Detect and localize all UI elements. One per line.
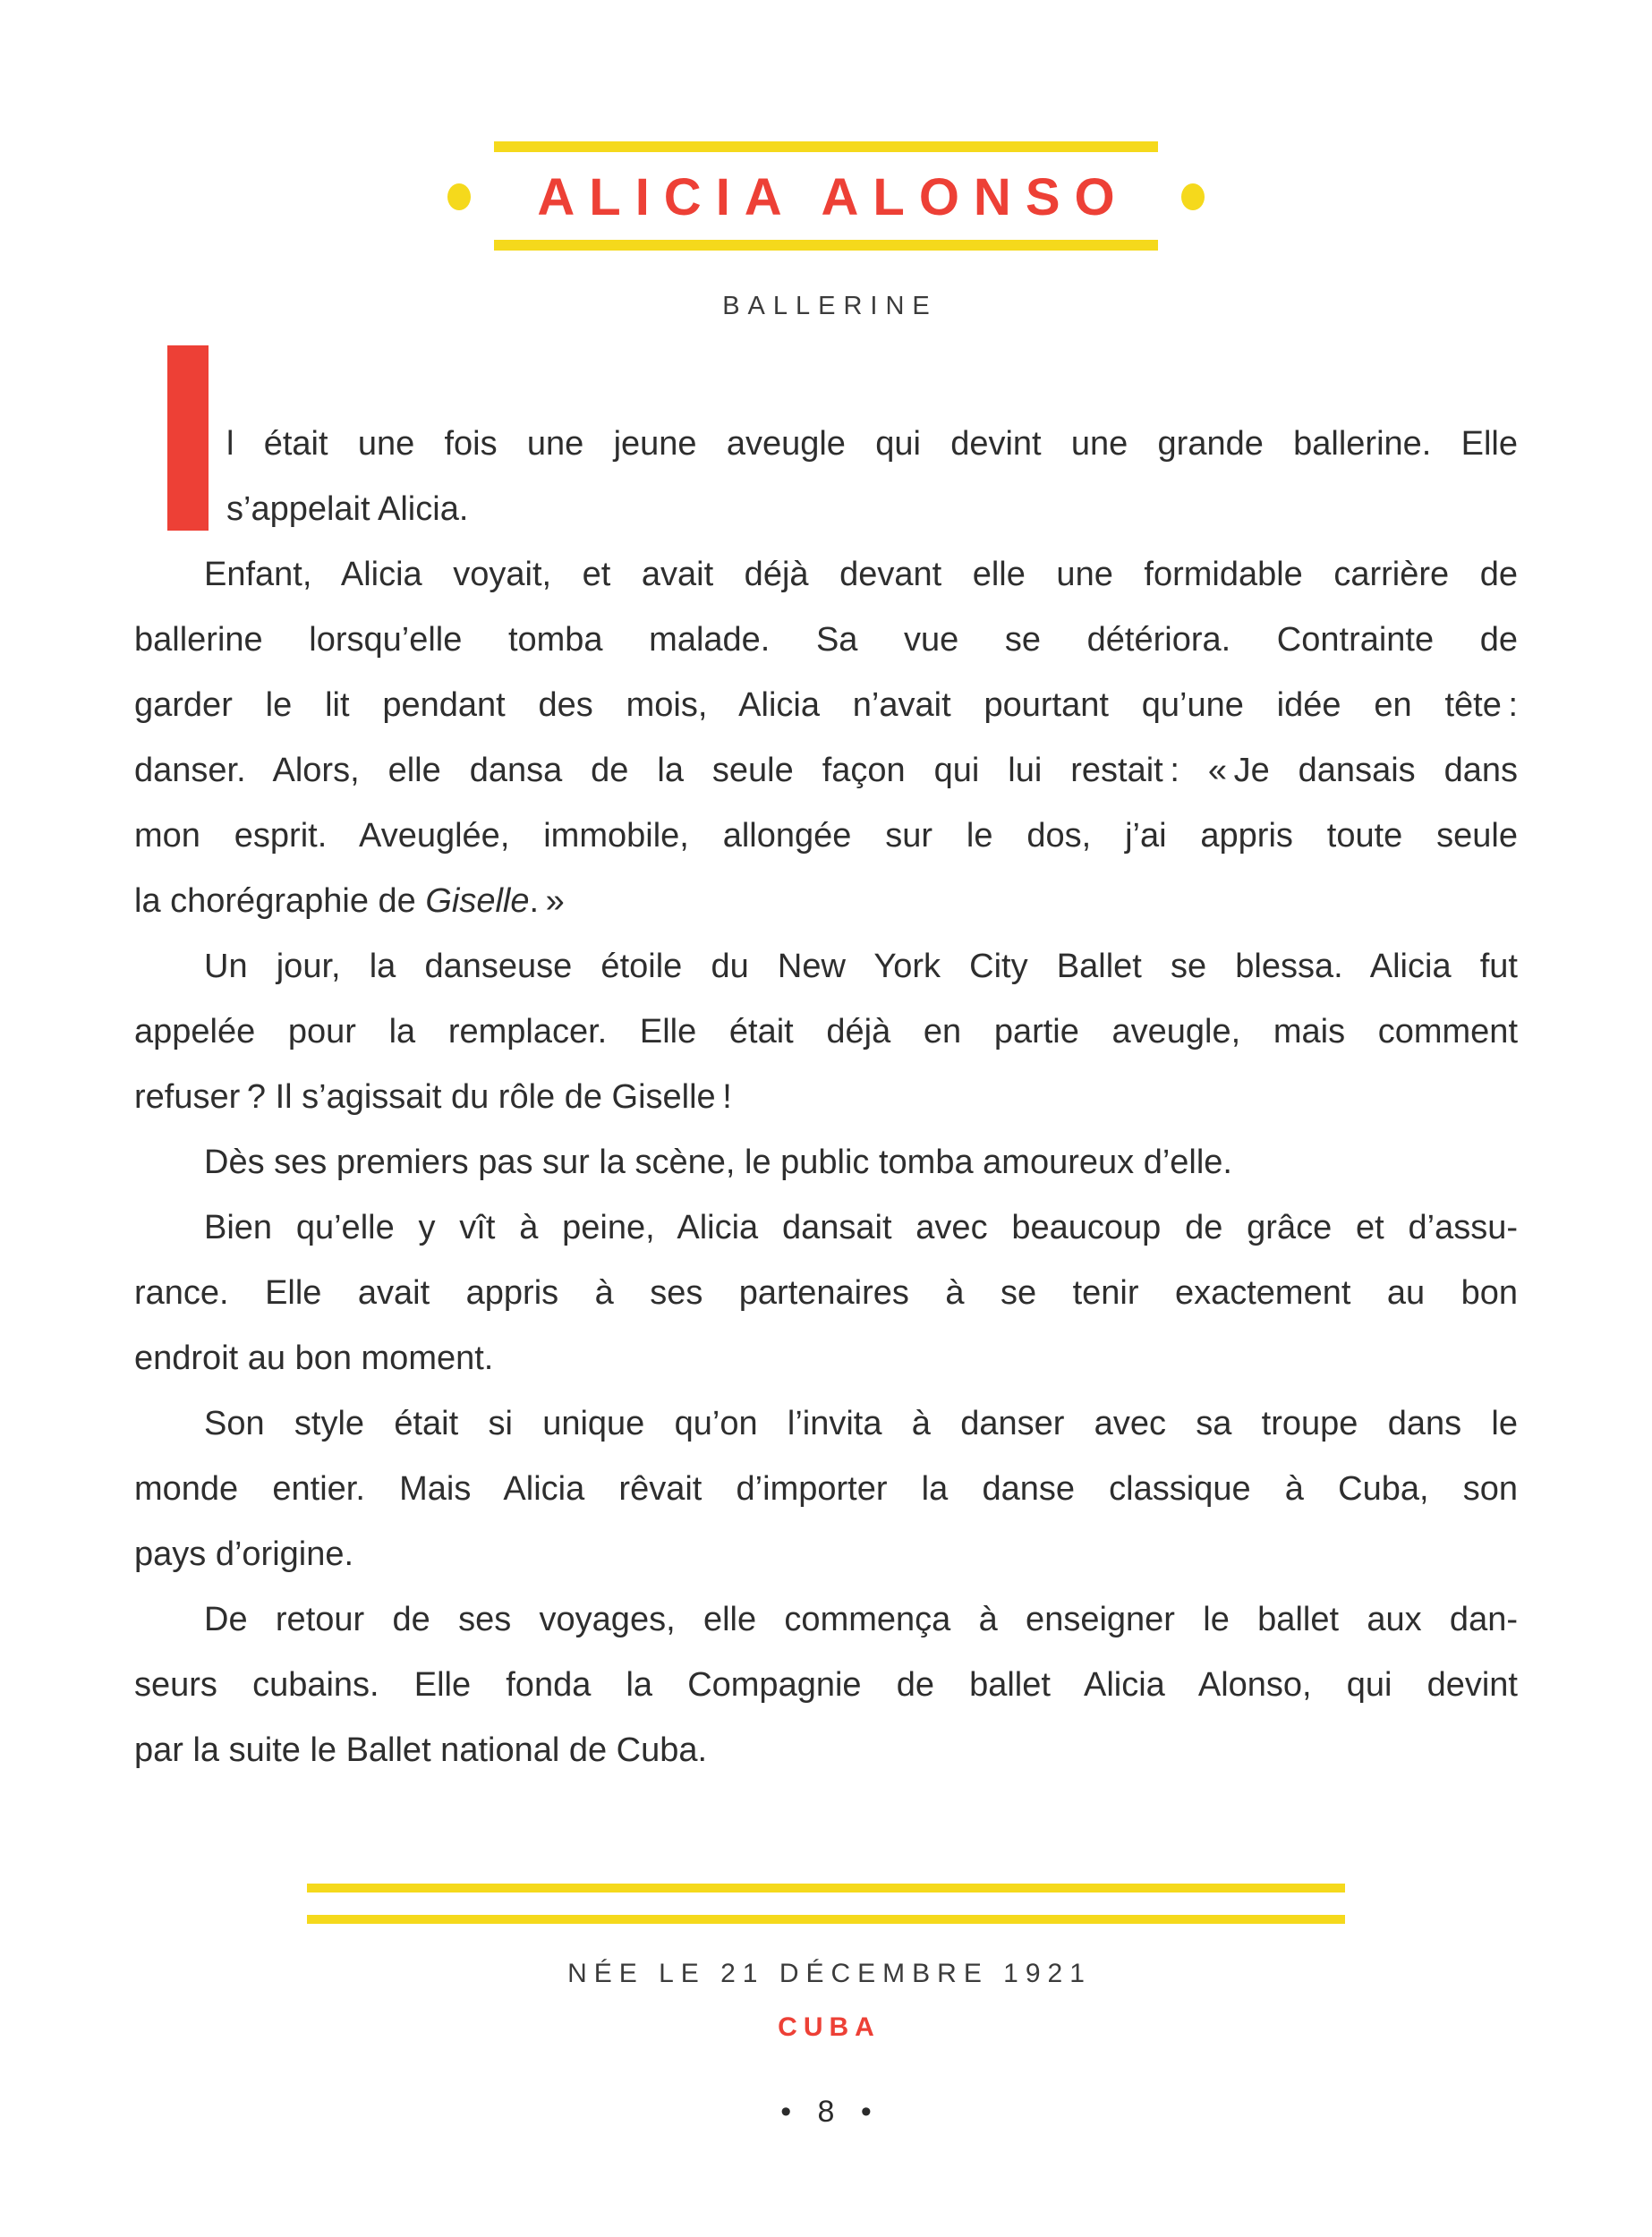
page-number: • 8 • [780,2095,881,2129]
body-line: Son style était si unique qu’on l’invita à danser avec sa troupe dans le [204,1405,1518,1442]
book-title-italic: Giselle [425,882,530,920]
country-name: CUBA [778,2012,881,2042]
body-line: ballerine lorsqu’elle tomba malade. Sa vue se détériora. Contrainte de [134,621,1518,659]
title-rule-top [494,141,1158,152]
body-line [134,869,1518,934]
body-line: s’appelait Alicia. [226,490,469,528]
body-line: Un jour, la danseuse étoile du New York City Ballet se blessa. Alicia fut [204,948,1518,985]
body-line: par la suite le Ballet national de Cuba. [134,1731,708,1769]
profession-subtitle: BALLERINE [722,292,938,320]
body-line: Dès ses premiers pas sur la scène, le public tomba amoureux d’elle. [204,1144,1232,1181]
body-line: seurs cubains. Elle fonda la Compagnie de ballet Alicia Alonso, qui devint [134,1666,1518,1704]
page-title: ALICIA ALONSO [537,167,1129,226]
footer-rule-bottom [307,1915,1345,1924]
body-line: monde entier. Mais Alicia rêvait d’importer la danse classique à Cuba, son [134,1470,1518,1508]
body-line-text: la chorégraphie de [134,882,426,920]
body-line: Bien qu’elle y vît à peine, Alicia dansait avec beaucoup de grâce et d’assu- [204,1209,1518,1246]
body-line: danser. Alors, elle dansa de la seule façon qui lui restait : « Je dansais dans [134,752,1518,789]
body-line: Enfant, Alicia voyait, et avait déjà devant elle une formidable carrière de [204,556,1518,593]
body-line: l était une fois une jeune aveugle qui devint une grande ballerine. Elle [226,425,1518,463]
footer-rule-top [307,1884,1345,1893]
body-line-text: . » [529,882,565,920]
opening-paragraph [134,412,1518,542]
body-line: garder le lit pendant des mois, Alicia n’avait pourtant qu’une idée en tête : [134,686,1518,724]
body-line: De retour de ses voyages, elle commença à enseigner le ballet aux dan- [204,1601,1518,1638]
body-line: endroit au bon moment. [134,1340,494,1377]
birth-date: NÉE LE 21 DÉCEMBRE 1921 [567,1959,1092,1988]
body-line: mon esprit. Aveuglée, immobile, allongée sur le dos, j’ai appris toute seule [134,817,1518,855]
title-dot-right-icon [1181,183,1205,210]
body-line: rance. Elle avait appris à ses partenaires à se tenir exactement au bon [134,1274,1518,1312]
story-text [134,412,1518,1783]
title-rule-bottom [494,240,1158,251]
title-dot-left-icon [447,183,471,210]
body-line: pays d’origine. [134,1535,354,1573]
footer-rules [0,1884,1652,1924]
body-line: refuser ? Il s’agissait du rôle de Giselle ! [134,1078,732,1116]
title-row [0,161,1652,233]
body-line: appelée pour la remplacer. Elle était déjà en partie aveugle, mais comment [134,1013,1518,1050]
dropcap-letter-i [167,345,209,531]
